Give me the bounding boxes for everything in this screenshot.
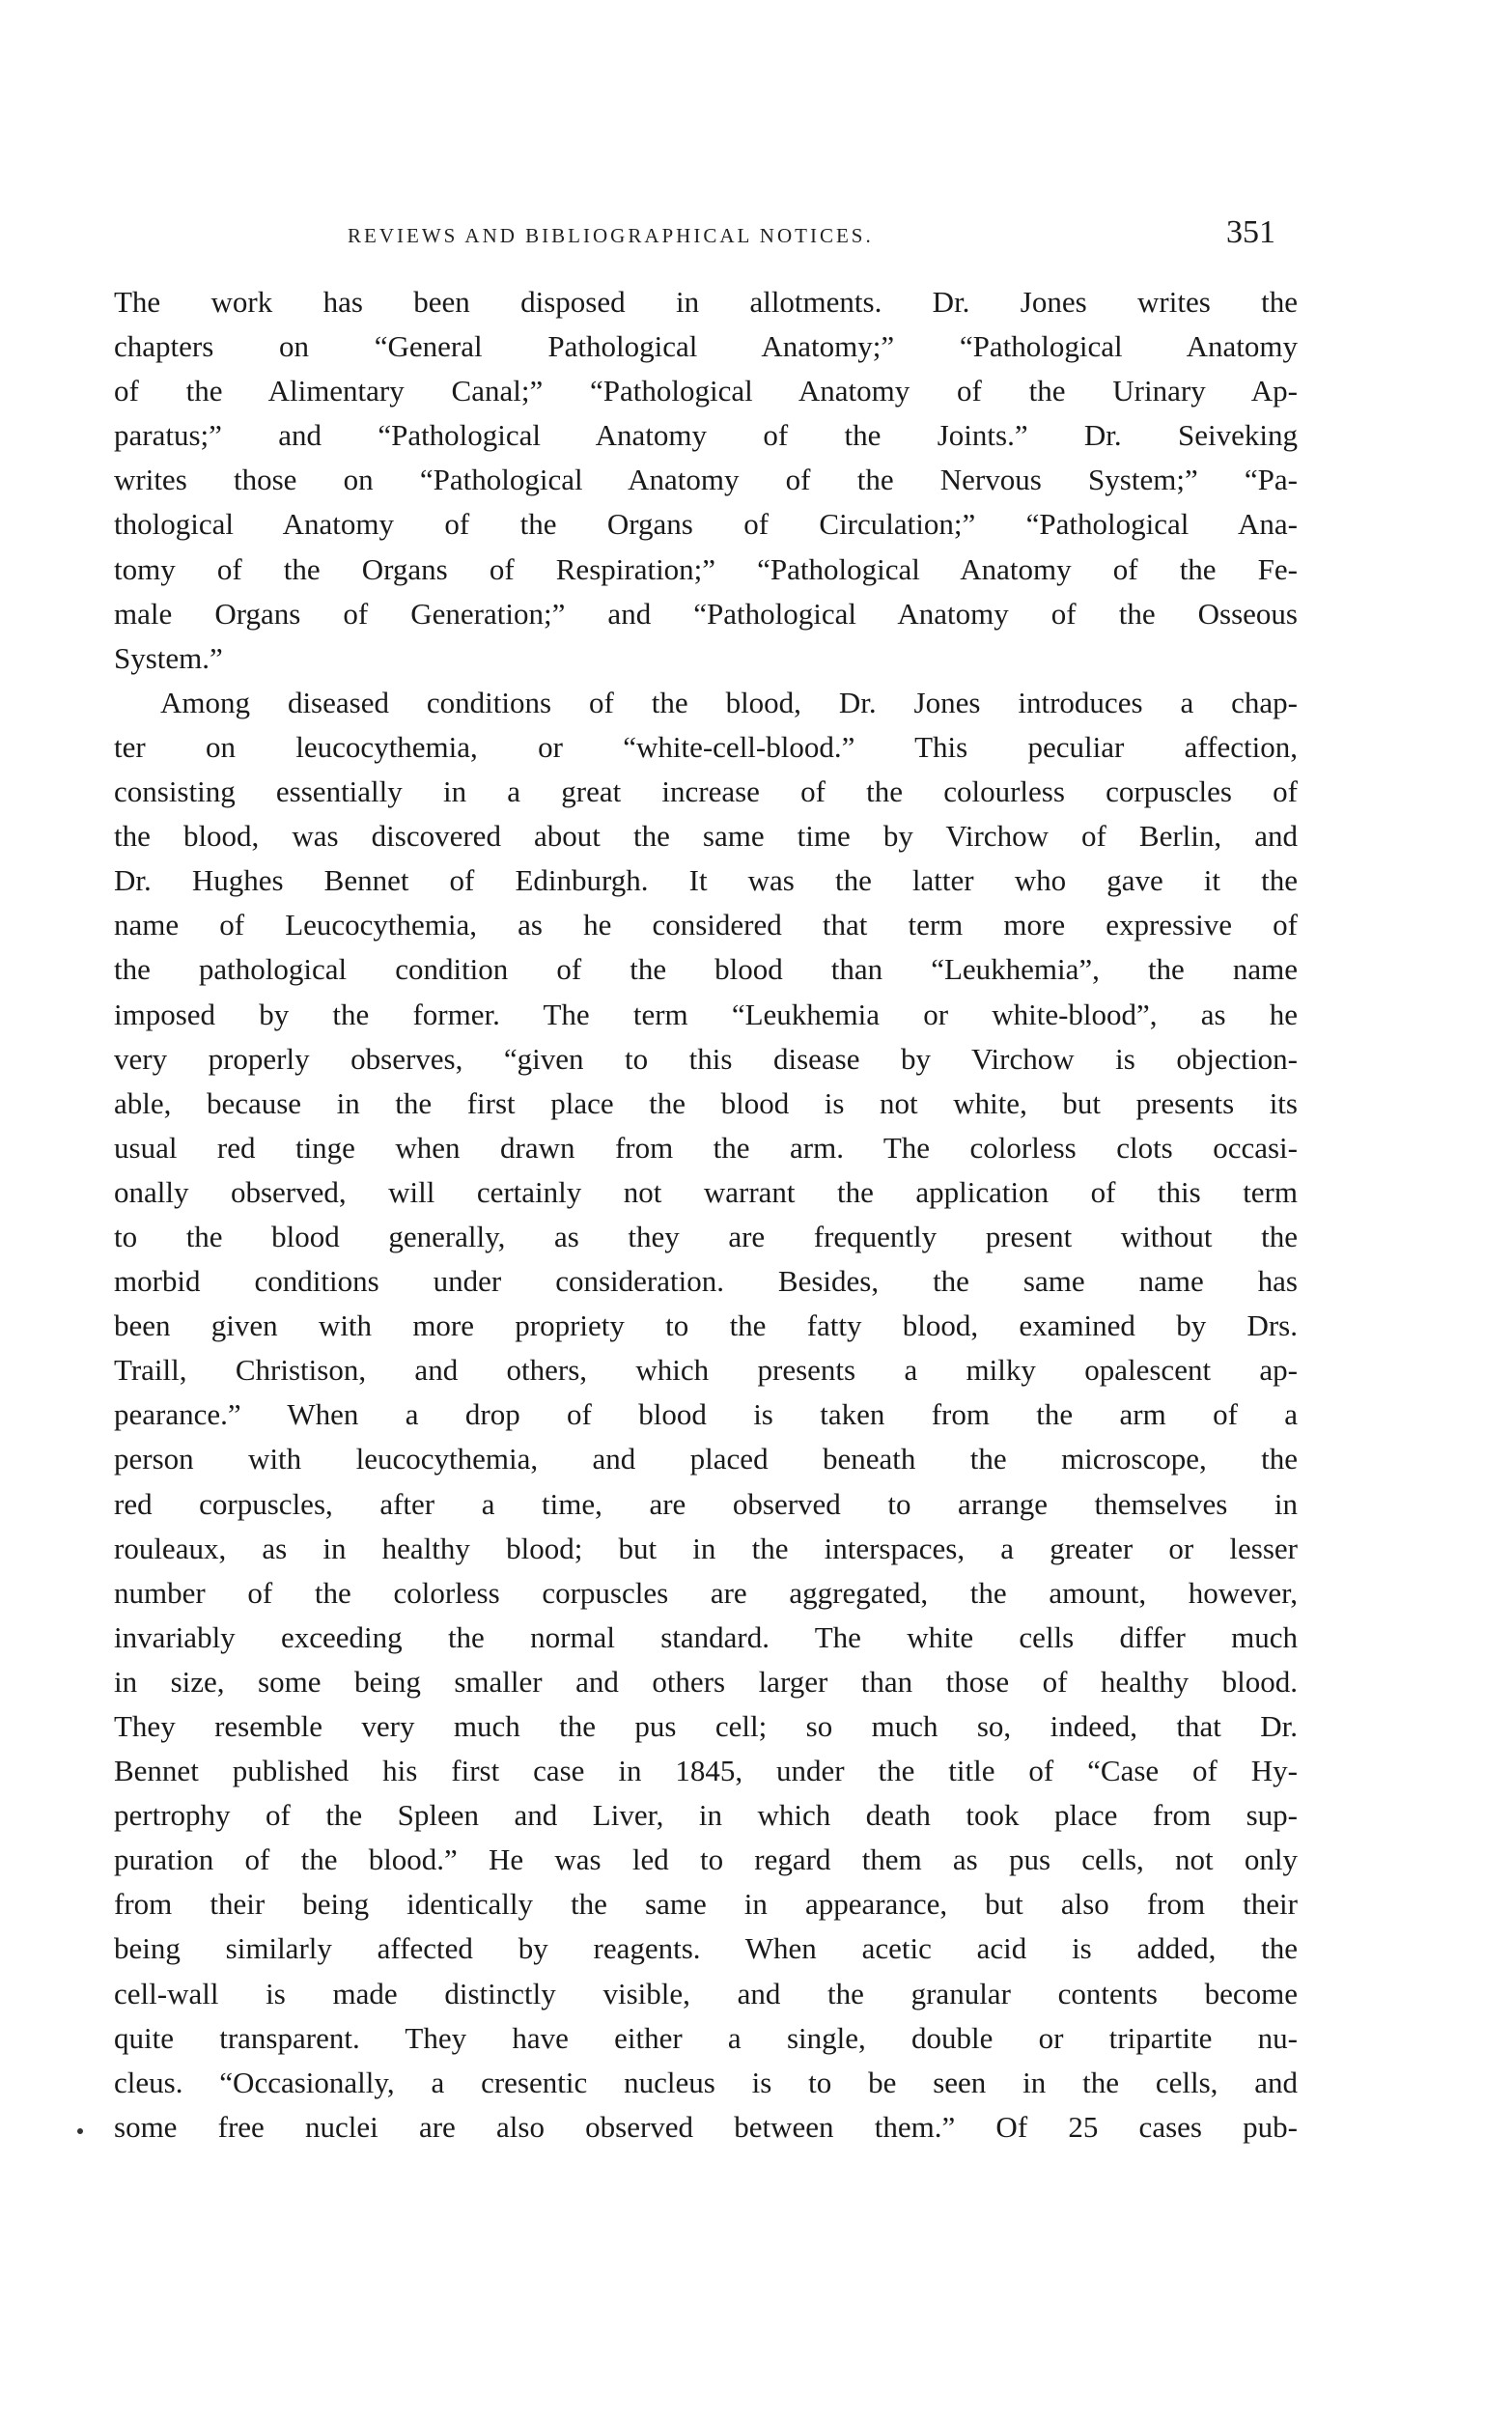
- text-line: consisting essentially in a great increase of the colourless corpuscles of: [114, 774, 1298, 809]
- text-line: pertrophy of the Spleen and Liver, in which death took place from sup-: [114, 1798, 1298, 1833]
- text-line: name of Leucocythemia, as he considered that term more expressive of: [114, 908, 1298, 942]
- text-line: the pathological condition of the blood than “Leukhemia”, the name: [114, 952, 1298, 987]
- text-line: from their being identically the same in appearance, but also from their: [114, 1887, 1298, 1922]
- text-line: ter on leucocythemia, or “white-cell-blood.” This peculiar affection,: [114, 729, 1298, 764]
- text-line: tomy of the Organs of Respiration;” “Pathological Anatomy of the Fe-: [114, 551, 1298, 586]
- text-line: to the blood generally, as they are frequently present without the: [114, 1219, 1298, 1253]
- text-line: quite transparent. They have either a single, double or tripartite nu-: [114, 2020, 1298, 2055]
- text-line: red corpuscles, after a time, are observed to arrange themselves in: [114, 1486, 1298, 1521]
- text-line: imposed by the former. The term “Leukhemia or white-blood”, as he: [114, 997, 1298, 1031]
- text-line: Dr. Hughes Bennet of Edinburgh. It was the latter who gave it the: [114, 863, 1298, 898]
- text-line: pearance.” When a drop of blood is taken from the arm of a: [114, 1397, 1298, 1432]
- page-number: 351: [1226, 214, 1275, 250]
- text-line: the blood, was discovered about the same time by Virchow of Berlin, and: [114, 819, 1298, 854]
- text-line: morbid conditions under consideration. Besides, the same name has: [114, 1264, 1298, 1299]
- text-line: thological Anatomy of the Organs of Circulation;” “Pathological Ana-: [114, 507, 1298, 542]
- text-line: chapters on “General Pathological Anatomy;” “Pathological Anatomy: [114, 329, 1298, 364]
- text-line: number of the colorless corpuscles are aggregated, the amount, however,: [114, 1575, 1298, 1610]
- text-line: male Organs of Generation;” and “Pathological Anatomy of the Osseous: [114, 596, 1298, 631]
- text-line: person with leucocythemia, and placed beneath the microscope, the: [114, 1442, 1298, 1476]
- text-line: very properly observes, “given to this disease by Virchow is objection-: [114, 1041, 1298, 1076]
- text-line: onally observed, will certainly not warrant the application of this term: [114, 1174, 1298, 1209]
- text-line: cleus. “Occasionally, a cresentic nucleus is to be seen in the cells, and: [114, 2065, 1298, 2099]
- text-line: some free nuclei are also observed between them.” Of 25 cases pub-: [114, 2109, 1298, 2144]
- text-line: being similarly affected by reagents. When acetic acid is added, the: [114, 1931, 1298, 1966]
- text-line: Bennet published his first case in 1845, under the title of “Case of Hy-: [114, 1754, 1298, 1788]
- text-line: of the Alimentary Canal;” “Pathological Anatomy of the Urinary Ap-: [114, 374, 1298, 408]
- text-line: invariably exceeding the normal standard. The white cells differ much: [114, 1619, 1298, 1654]
- ink-speck: [77, 2128, 83, 2134]
- text-line: writes those on “Pathological Anatomy of the Nervous System;” “Pa-: [114, 463, 1298, 497]
- text-line: usual red tinge when drawn from the arm. The colorless clots occasi-: [114, 1130, 1298, 1165]
- text-line: puration of the blood.” He was led to regard them as pus cells, not only: [114, 1842, 1298, 1877]
- text-line: cell-wall is made distinctly visible, and the granular contents become: [114, 1976, 1298, 2010]
- text-line: System.”: [114, 640, 223, 675]
- text-line: They resemble very much the pus cell; so much so, indeed, that Dr.: [114, 1709, 1298, 1743]
- body-text: [114, 280, 1298, 2150]
- text-line: able, because in the first place the blood is not white, but presents its: [114, 1085, 1298, 1120]
- text-line: Among diseased conditions of the blood, Dr. Jones introduces a chap-: [160, 685, 1298, 719]
- text-line: Traill, Christison, and others, which presents a milky opalescent ap-: [114, 1353, 1298, 1388]
- text-line: rouleaux, as in healthy blood; but in the interspaces, a greater or lesser: [114, 1531, 1298, 1565]
- running-head: REVIEWS AND BIBLIOGRAPHICAL NOTICES.: [348, 224, 874, 247]
- text-line: paratus;” and “Pathological Anatomy of the Joints.” Dr. Seiveking: [114, 418, 1298, 453]
- text-line: been given with more propriety to the fatty blood, examined by Drs.: [114, 1308, 1298, 1343]
- text-line: The work has been disposed in allotments. Dr. Jones writes the: [114, 285, 1298, 319]
- text-line: in size, some being smaller and others larger than those of healthy blood.: [114, 1664, 1298, 1699]
